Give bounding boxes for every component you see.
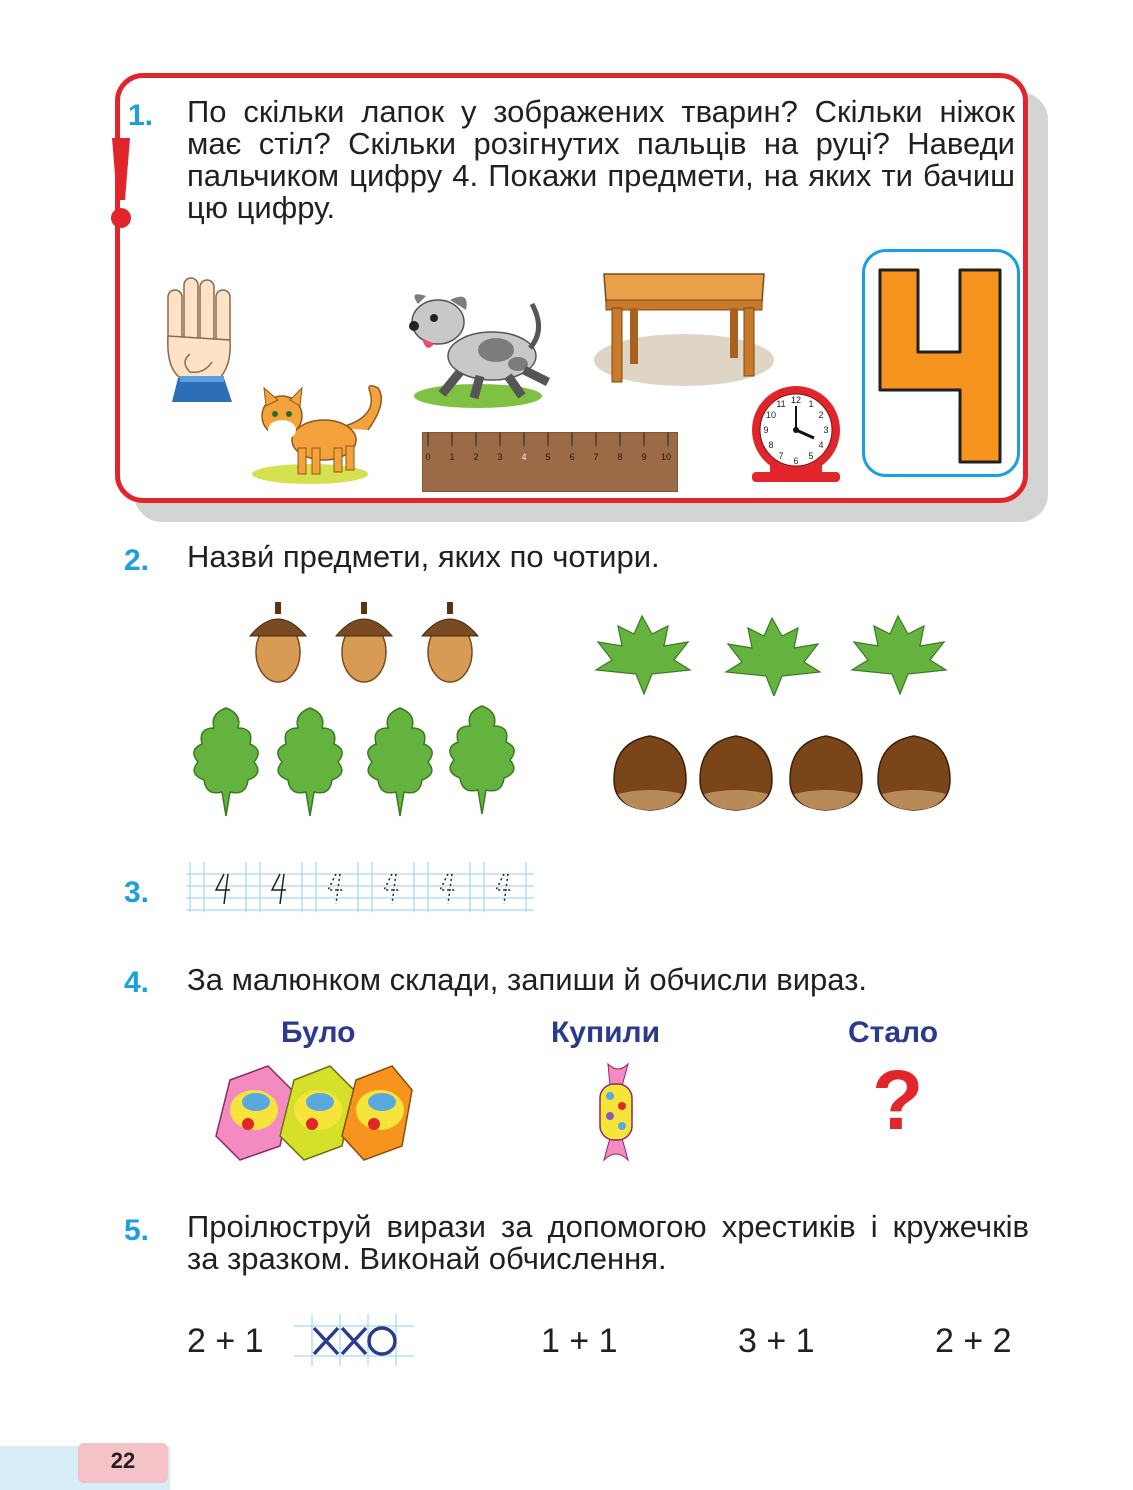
clock-number: 3 <box>823 425 829 435</box>
task5-number: 5. <box>124 1214 150 1247</box>
clock-number: 7 <box>778 451 784 461</box>
digit-four-stroke <box>216 874 230 904</box>
chestnut-icon <box>614 736 686 810</box>
maple-leaf-icon <box>596 616 690 694</box>
acorn-icon <box>250 602 306 682</box>
clock-number: 1 <box>808 399 814 409</box>
oak-leaf-icon <box>278 708 342 816</box>
writing-grid <box>186 860 536 912</box>
ruler-tick-label: 1 <box>449 452 455 462</box>
clock-number: 9 <box>763 425 769 435</box>
clock-number: 4 <box>818 440 824 450</box>
maple-leaf-icon <box>852 616 946 694</box>
digit-four-dotted <box>328 874 342 904</box>
digit-four-stroke <box>272 874 286 904</box>
expression-3-plus-1: 3 + 1 <box>738 1322 815 1360</box>
ruler-tick-label: 8 <box>617 452 623 462</box>
task3-number: 3. <box>124 876 150 909</box>
digit-four-dotted <box>384 874 398 904</box>
sample-xxo-grid <box>294 1314 414 1366</box>
ruler-tick-label: 10 <box>660 452 672 462</box>
dog-icon <box>400 286 560 410</box>
task2-number: 2. <box>124 544 150 577</box>
cat-icon <box>248 378 388 486</box>
digit-four-dotted <box>496 874 510 904</box>
ruler-tick-label: 0 <box>425 452 431 462</box>
clock-number: 6 <box>793 456 799 466</box>
task4-number: 4. <box>124 966 150 999</box>
candies-group <box>212 1062 416 1166</box>
circle-mark <box>369 1328 395 1354</box>
candy-icon <box>216 1066 292 1160</box>
task2-text: Назви́ предмети, яких по чотири. <box>187 539 660 574</box>
clock-number: 12 <box>790 395 802 405</box>
ruler-tick-label: 5 <box>545 452 551 462</box>
clock-number: 11 <box>776 399 786 409</box>
table-icon <box>594 264 774 388</box>
task1-number: 1. <box>128 99 154 132</box>
ruler-tick-label: 6 <box>569 452 575 462</box>
acorn-icon <box>422 602 478 682</box>
cross-mark <box>342 1328 366 1354</box>
task4-text: За малюнком склади, запиши й обчисли вираз. <box>187 962 868 997</box>
ruler-tick-label: 3 <box>497 452 503 462</box>
hand-icon <box>160 276 240 402</box>
wrapped-candy-icon <box>586 1060 646 1164</box>
task1-text: По скільки лапок у зображених тварин? Скільки ніжок має стіл? Скільки розігнутих пальців на руці? Наведи пальчиком цифру 4. Покажи предмети, на яких ти бачиш цю цифру. <box>187 94 1015 225</box>
task5-text: Проілюструй вирази за допомогою хрестиків і кружечків за зразком. Виконай обчислення. <box>187 1209 1029 1276</box>
page-number: 22 <box>110 1448 136 1473</box>
label-bulo: Було <box>281 1016 356 1049</box>
candy-icon <box>280 1066 354 1160</box>
ruler-tick-label: 4 <box>521 452 527 462</box>
oak-leaves-group <box>184 704 524 822</box>
cross-mark <box>314 1328 338 1354</box>
acorn-icon <box>336 602 392 682</box>
exclamation-icon <box>106 134 136 234</box>
digit-four-icon <box>876 266 1004 466</box>
clock-number: 2 <box>818 410 824 420</box>
chestnut-icon <box>878 736 950 810</box>
ruler-tick-label: 2 <box>473 452 479 462</box>
maple-leaves-group <box>590 612 956 696</box>
clock-number: 5 <box>808 451 814 461</box>
chestnuts-group <box>610 734 956 814</box>
oak-leaf-icon <box>194 708 258 816</box>
clock-number: 8 <box>768 440 774 450</box>
expression-2-plus-2: 2 + 2 <box>935 1322 1012 1360</box>
candy-icon <box>342 1066 412 1160</box>
clock-icon <box>748 386 844 486</box>
ruler-icon <box>422 432 678 492</box>
digit-four-dotted <box>440 874 454 904</box>
ruler-tick-label: 9 <box>641 452 647 462</box>
expression-1-plus-1: 1 + 1 <box>541 1322 618 1360</box>
acorns-group <box>244 598 484 686</box>
oak-leaf-icon <box>368 708 432 816</box>
chestnut-icon <box>790 736 862 810</box>
oak-leaf-icon <box>450 706 514 814</box>
maple-leaf-icon <box>726 618 820 696</box>
label-stalo: Стало <box>848 1016 939 1049</box>
chestnut-icon <box>700 736 772 810</box>
ruler-tick-label: 7 <box>593 452 599 462</box>
expression-2-plus-1: 2 + 1 <box>187 1322 264 1360</box>
label-kupyly: Купили <box>551 1016 661 1049</box>
clock-number: 10 <box>765 410 777 420</box>
question-mark: ? <box>872 1053 924 1147</box>
